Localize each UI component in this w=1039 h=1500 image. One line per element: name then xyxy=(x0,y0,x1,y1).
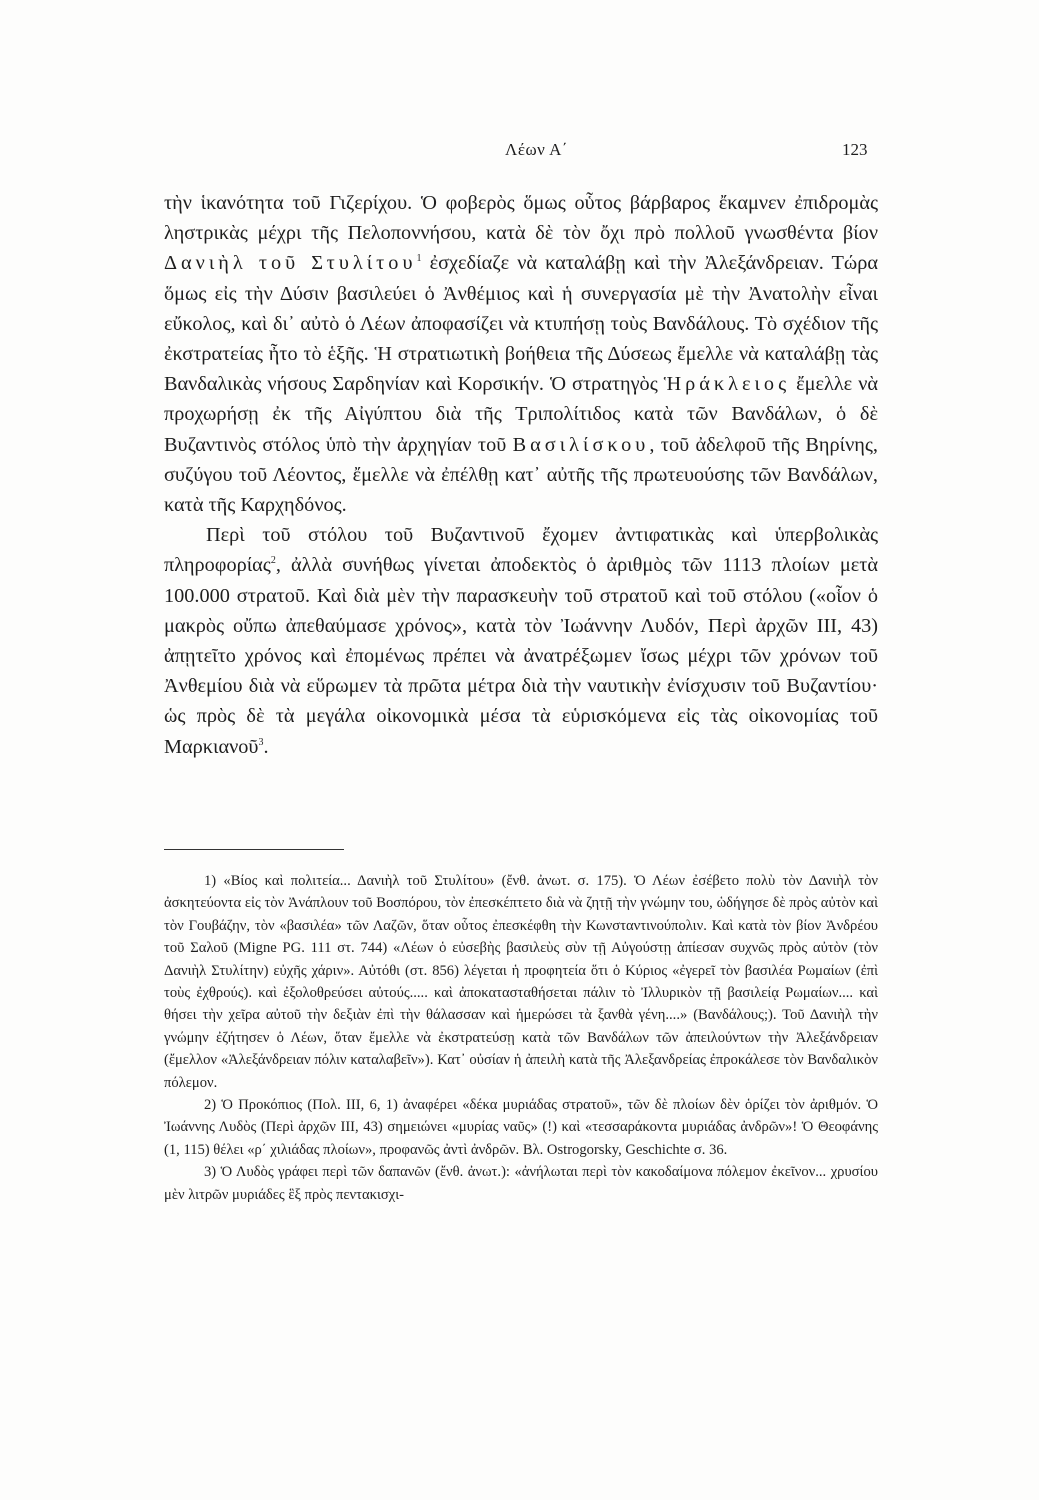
p1-text-a: τὴν ἱκανότητα τοῦ Γιζερίχου. Ὁ φοβερὸς ὅμως οὗτος βάρβαρος ἔκαμνεν ἐπιδρομὰς ληστρικὰς μέχρι τῆς Πελοποννήσου, κατὰ δὲ τὸν ὄχι πρὸ πολλοῦ γνωσθέντα βίον xyxy=(164,192,878,245)
p1-spaced-name-herakleios: Ἡράκλειος xyxy=(663,373,791,396)
main-text xyxy=(164,188,878,762)
footnote-ref-3: 3 xyxy=(258,736,264,748)
p1-text-d: , τοῦ ἀδελφοῦ τῆς Βηρίνης, συζύγου τοῦ Λέοντος, ἔμελλε νὰ ἐπέλθῃ κατ᾿ αὐτῆς τῆς πρωτευούσης τῶν Βανδάλων, κατὰ τῆς Καρχηδόνος. xyxy=(164,433,878,517)
p2-text-a: Περὶ τοῦ στόλου τοῦ Βυζαντινοῦ ἔχομεν ἀντιφατικὰς καὶ ὑπερβολικὰς πληροφορίας xyxy=(164,524,878,577)
footnote-ref-1: 1 xyxy=(416,253,422,265)
footnote-separator xyxy=(164,849,344,850)
footnote-ref-2: 2 xyxy=(270,555,276,567)
running-title: Λέων Α΄ xyxy=(505,140,569,159)
footnote-3: 3) Ὁ Λυδὸς γράφει περὶ τῶν δαπανῶν (ἔνθ. ἀνωτ.): «ἀνήλωται περὶ τὸν κακοδαίμονα πόλεμον ἐκεῖνον... χρυσίου μὲν λιτρῶν μυριάδες ἓξ πρὸς πεντακισχι- xyxy=(164,1164,878,1203)
paragraph-2 xyxy=(164,520,878,762)
footnote-2: 2) Ὁ Προκόπιος (Πολ. III, 6, 1) ἀναφέρει «δέκα μυριάδας στρατοῦ», τῶν δὲ πλοίων δὲν ὁρίζει τὸν ἀριθμόν. Ὁ Ἰωάννης Λυδὸς (Περὶ ἀρχῶν III, 43) σημειώνει «μυρίας ναῦς» (!) καὶ «τεσσαράκοντα μυριάδας ἀνδρῶν»! Ὁ Θεοφάνης (1, 115) θέλει «ρ΄ χιλιάδας πλοίων», προφανῶς ἀντὶ ἀνδρῶν. Βλ. Ostrogorsky, Geschichte σ. 36. xyxy=(164,1097,878,1158)
p2-text-b: , ἀλλὰ συνήθως γίνεται ἀποδεκτὸς ὁ ἀριθμὸς τῶν 1113 πλοίων μετὰ 100.000 στρατοῦ. Καὶ διὰ μὲν τὴν παρασκευὴν τοῦ στρατοῦ καὶ τοῦ στόλου («οἷον ὁ μακρὸς οὔπω ἀπεθαύμασε χρόνος», κατὰ τὸν Ἰωάννην Λυδόν, Περὶ ἀρχῶν III, 43) ἀπῃτεῖτο χρόνος καὶ ἐπομένως πρέπει νὰ ἀνατρέξωμεν ἴσως μέχρι τῶν χρόνων τοῦ Ἀνθεμίου διὰ νὰ εὕρωμεν τὰ πρῶτα μέτρα διὰ τὴν ναυτικὴν ἐνίσχυσιν τοῦ Βυζαντίου· ὡς πρὸς δὲ τὰ μεγάλα οἰκονομικὰ μέσα τὰ εὑρισκόμενα εἰς τὰς οἰκονομίας τοῦ Μαρκιανοῦ xyxy=(164,554,878,758)
p1-text-c: ἔμελλε νὰ προχωρήσῃ ἐκ τῆς Αἰγύπτου διὰ τῆς Τριπολίτιδος κατὰ τῶν Βανδάλων, ὁ δὲ Βυζαντινὸς στόλος ὑπὸ τὴν ἀρχηγίαν τοῦ xyxy=(164,373,878,456)
p1-text-b: ἐσχεδίαζε νὰ καταλάβῃ καὶ τὴν Ἀλεξάνδρειαν. Τώρα ὅμως εἰς τὴν Δύσιν βασιλεύει ὁ Ἀνθέμιος καὶ ἡ συνεργασία μὲ τὴν Ἀνατολὴν εἶναι εὔκολος, καὶ δι᾿ αὐτὸ ὁ Λέων ἀποφασίζει νὰ κτυπήσῃ τοὺς Βανδάλους. Τὸ σχέδιον τῆς ἐκστρατείας ἦτο τὸ ἑξῆς. Ἡ στρατιωτικὴ βοήθεια τῆς Δύσεως ἔμελλε νὰ καταλάβῃ τὰς Βανδαλικὰς νήσους Σαρδηνίαν καὶ Κορσικήν. Ὁ στρατηγὸς xyxy=(164,252,878,396)
p1-spaced-name-daniel: Δανιὴλ τοῦ Στυλίτου xyxy=(164,252,417,275)
p2-text-c: . xyxy=(263,735,269,758)
page-number: 123 xyxy=(842,140,868,159)
paragraph-1 xyxy=(164,188,878,520)
footnote-1: 1) «Βίος καὶ πολιτεία... Δανιὴλ τοῦ Στυλίτου» (ἔνθ. ἀνωτ. σ. 175). Ὁ Λέων ἐσέβετο πολὺ τὸν Δανιὴλ τὸν ἀσκητεύοντα εἰς τὸν Ἀνάπλουν τοῦ Βοσπόρου, τὸν ἐπεσκέπτετο διὰ νὰ ζητῇ τὴν γνώμην του, ὡδήγησε δὲ πρὸς αὐτὸν καὶ τὸν Γουβάζην, τὸν «βασιλέα» τῶν Λαζῶν, ὅταν οὗτος ἐπεσκέφθη τὴν Κωνσταντινούπολιν. Καὶ κατὰ τὸν βίον Ἀνδρέου τοῦ Σαλοῦ (Migne PG. 111 στ. 744) «Λέων ὁ εὐσεβὴς βασιλεὺς σὺν τῇ Αὐγούστῃ ἀπίεσαν συχνῶς πρὸς αὐτὸν (τὸν Δανιὴλ Στυλίτην) εὐχῆς χάριν». Αὐτόθι (στ. 856) λέγεται ἡ προφητεία ὅτι ὁ Κύριος «ἐγερεῖ τὸν βασιλέα Ρωμαίων (ἐπὶ τοὺς ἐχθρούς). καὶ ἐξολοθρεύσει αὐτούς..... καὶ ἀποκατασταθήσεται πάλιν τὸ Ἰλλυρικὸν τῇ βασιλείᾳ Ρωμαίων.... καὶ θήσει τὴν χεῖρα αὐτοῦ τὴν δεξιὰν ἐπὶ τὴν θάλασσαν καὶ ἡμερώσει τὰ ξανθὰ γένη....» (Βανδάλους;). Τοῦ Δανιὴλ τὴν γνώμην ἐζήτησεν ὁ Λέων, ὅταν ἔμελλε νὰ ἐκστρατεύσῃ κατὰ τῶν Βανδάλων τῶν ἀπειλούντων τὴν Ἀλεξάνδρειαν (ἔμελλον «Ἀλεξάνδρειαν πόλιν καταλαβεῖν»). Κατ᾿ οὐσίαν ἡ ἀπειλὴ κατὰ τῆς Ἀλεξανδρείας ἐπροκάλεσε τὸν Βανδαλικὸν πόλεμον. xyxy=(164,873,878,1091)
p1-spaced-name-basiliskos: Βασιλίσκου xyxy=(512,433,650,456)
footnotes xyxy=(164,870,878,1206)
